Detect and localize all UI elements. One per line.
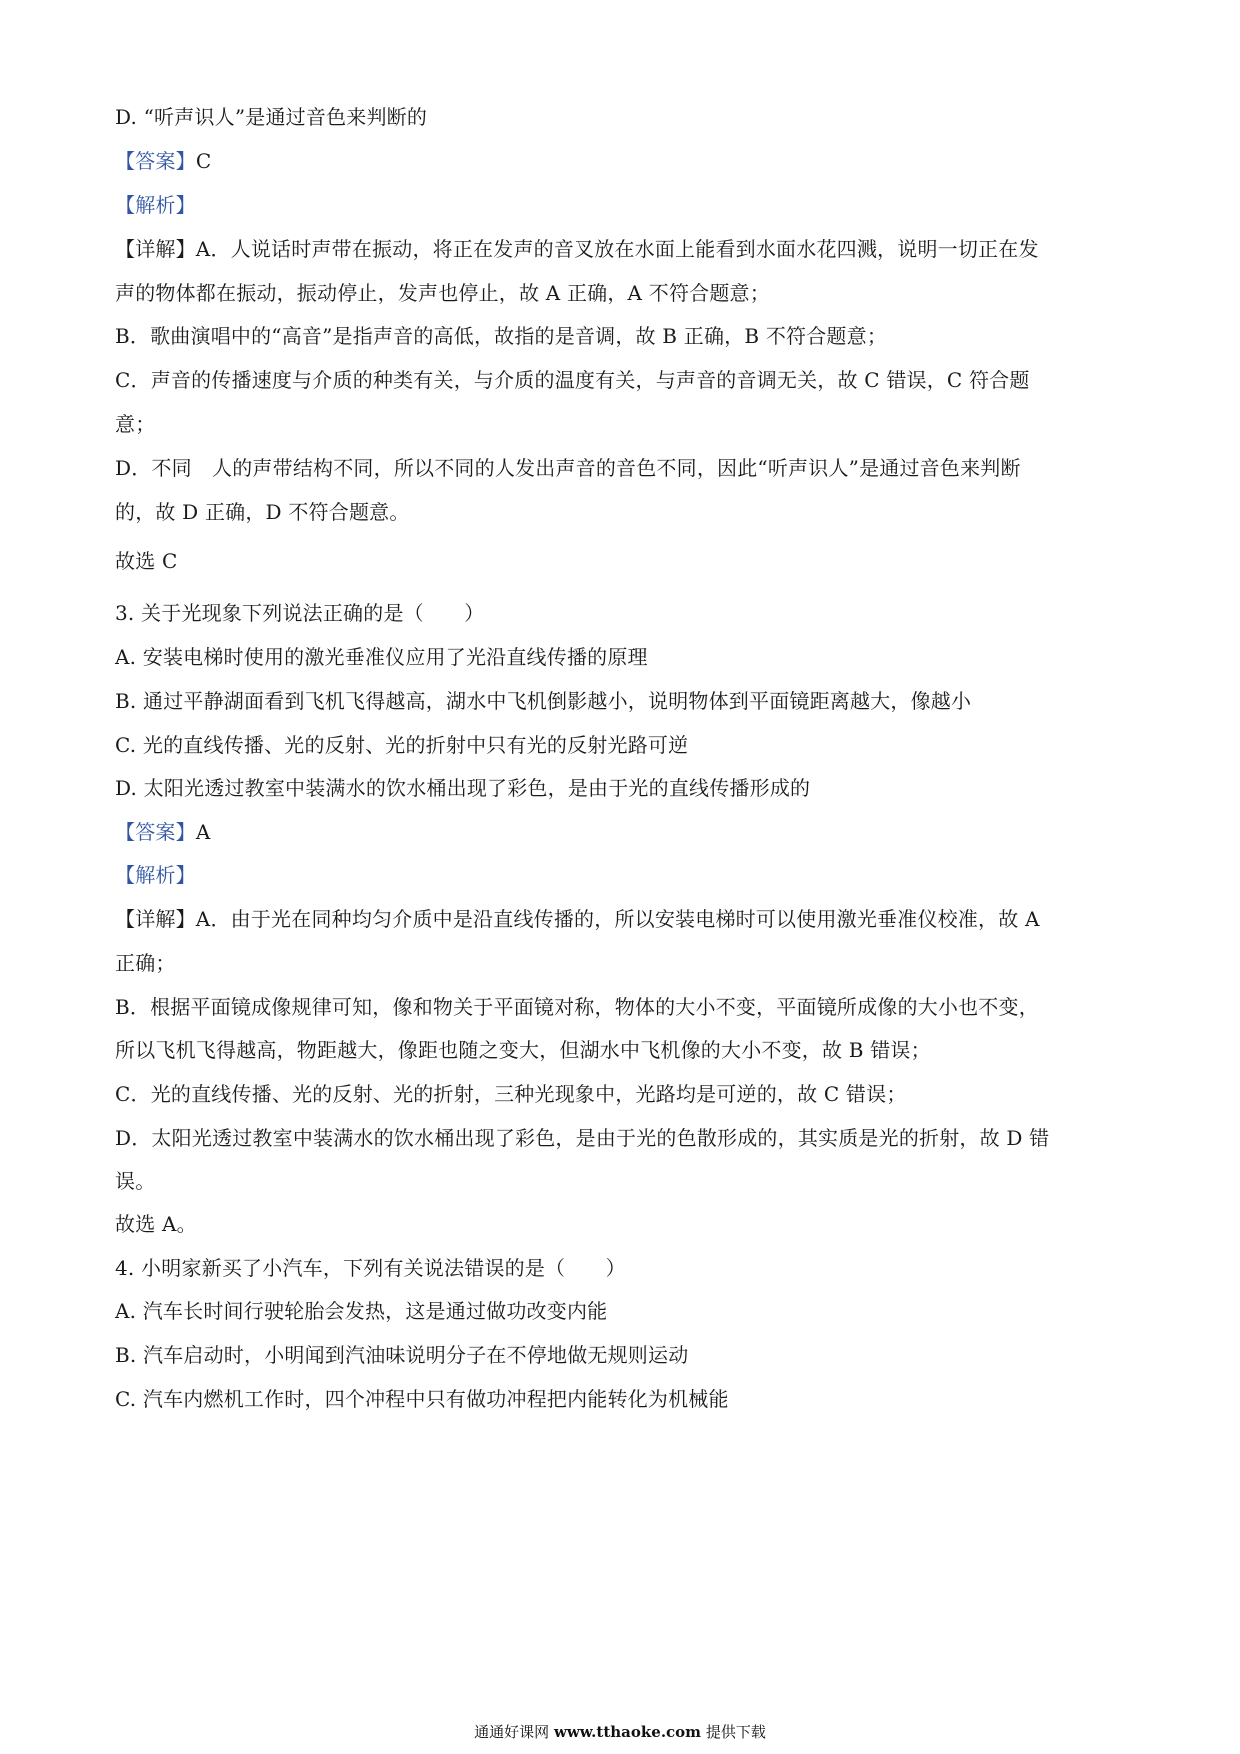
conclusion-line: 故选 A。 [115, 1212, 197, 1236]
question-3-option-b: B. 通过平静湖面看到飞机飞得越高，湖水中飞机倒影越小，说明物体到平面镜距离越大，像越小 [115, 689, 972, 713]
detail-line: D．太阳光透过教室中装满水的饮水桶出现了彩色，是由于光的色散形成的，其实质是光的折射，故 D 错 [115, 1126, 1050, 1150]
detail-line: B．歌曲演唱中的“高音”是指声音的高低，故指的是音调，故 B 正确，B 不符合题意； [115, 324, 888, 348]
answer-tag: 【答案】 [115, 820, 196, 844]
conclusion-line: 故选 C [115, 549, 178, 573]
question-3-stem: 3. 关于光现象下列说法正确的是（ ） [115, 601, 485, 625]
detail-line: C．光的直线传播、光的反射、光的折射，三种光现象中，光路均是可逆的，故 C 错误； [115, 1082, 907, 1106]
detail-line: 【详解】A．人说话时声带在振动，将正在发声的音叉放在水面上能看到水面水花四溅，说明一切正在发 [115, 237, 1039, 261]
question-3-option-c: C. 光的直线传播、光的反射、光的折射中只有光的反射光路可逆 [115, 733, 689, 757]
answer-tag: 【答案】 [115, 149, 196, 173]
footer-url[interactable]: www.tthaoke.com [553, 1723, 702, 1741]
detail-line: 意； [115, 412, 156, 436]
question-4-option-b: B. 汽车启动时，小明闻到汽油味说明分子在不停地做无规则运动 [115, 1343, 689, 1367]
answer-value: C [195, 149, 212, 173]
detail-line: 的，故 D 正确，D 不符合题意。 [115, 500, 410, 524]
page-footer [0, 1722, 1240, 1742]
detail-line: C．声音的传播速度与介质的种类有关，与介质的温度有关，与声音的音调无关，故 C 错误，C 符合题 [115, 368, 1030, 392]
detail-line: 【详解】A．由于光在同种均匀介质中是沿直线传播的，所以安装电梯时可以使用激光垂准仪校准，故 A [115, 907, 1040, 931]
footer-site-name: 通通好课网 [474, 1723, 550, 1741]
question-3-option-d: D. 太阳光透过教室中装满水的饮水桶出现了彩色，是由于光的直线传播形成的 [115, 776, 811, 800]
detail-line: D．不同 人的声带结构不同，所以不同的人发出声音的音色不同，因此“听声识人”是通过音色来判断 [115, 456, 1021, 480]
analysis-tag-q3: 【解析】 [115, 863, 196, 887]
question-4-stem: 4. 小明家新买了小汽车，下列有关说法错误的是（ ） [115, 1256, 626, 1280]
question-3-option-a: A. 安装电梯时使用的激光垂准仪应用了光沿直线传播的原理 [115, 645, 648, 669]
answer-value: A [195, 820, 211, 844]
analysis-tag-q2: 【解析】 [115, 193, 196, 217]
detail-line: 误。 [115, 1169, 156, 1193]
question-4-option-c: C. 汽车内燃机工作时，四个冲程中只有做功冲程把内能转化为机械能 [115, 1387, 729, 1411]
option-d-q2: D. “听声识人”是通过音色来判断的 [115, 105, 428, 129]
detail-line: 正确； [115, 951, 176, 975]
answer-line-q2 [115, 148, 211, 174]
answer-line-q3 [115, 819, 210, 845]
detail-line: 声的物体都在振动，振动停止，发声也停止，故 A 正确，A 不符合题意； [115, 281, 770, 305]
detail-line: 所以飞机飞得越高，物距越大，像距也随之变大，但湖水中飞机像的大小不变，故 B 错误； [115, 1038, 931, 1062]
detail-line: B．根据平面镜成像规律可知，像和物关于平面镜对称，物体的大小不变，平面镜所成像的大小也不变， [115, 995, 1039, 1019]
question-4-option-a: A. 汽车长时间行驶轮胎会发热，这是通过做功改变内能 [115, 1299, 608, 1323]
footer-suffix: 提供下载 [705, 1723, 766, 1741]
